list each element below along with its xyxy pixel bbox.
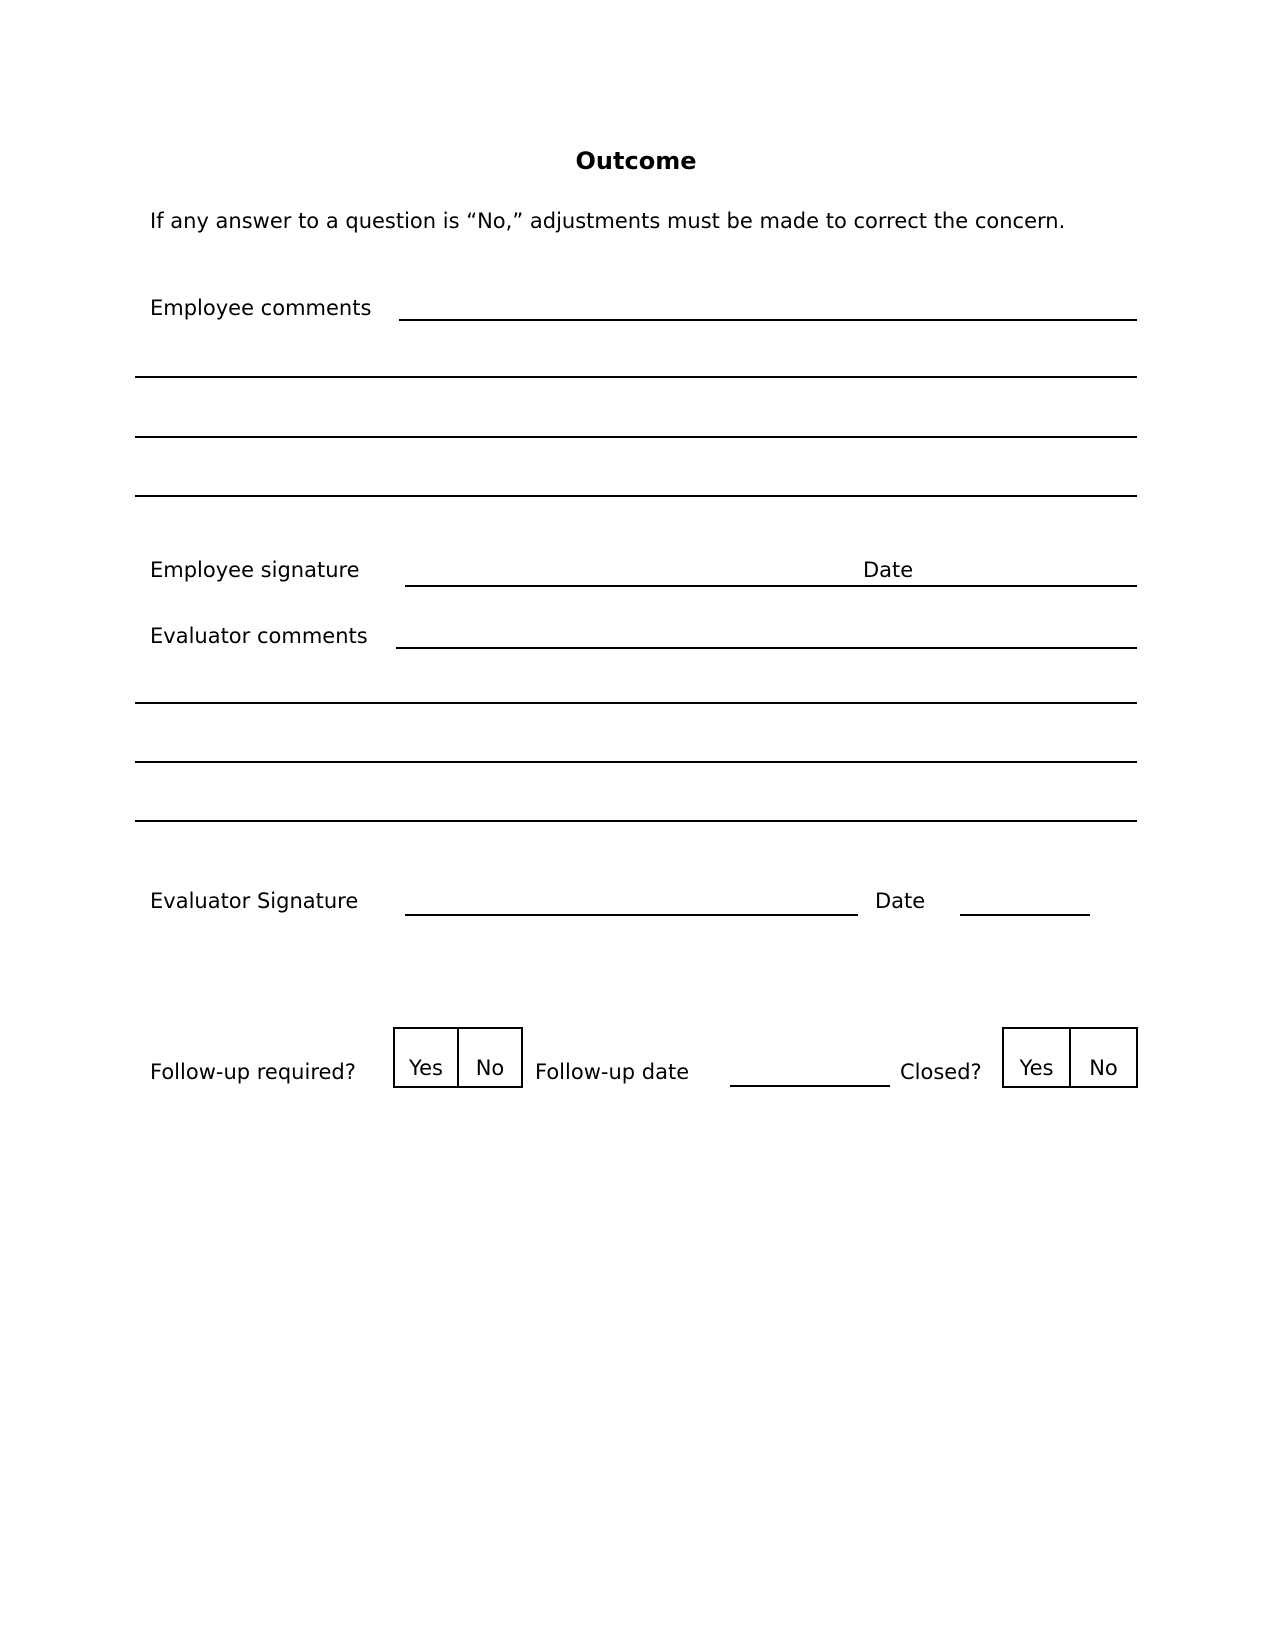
followup-row <box>0 1027 1275 1088</box>
followup-date-label: Follow-up date <box>535 1060 690 1084</box>
closed-yes-label: Yes <box>1019 1056 1054 1080</box>
followup-required-yes-cell[interactable] <box>395 1029 459 1086</box>
followup-required-label: Follow-up required? <box>150 1060 356 1084</box>
employee-signature-row <box>0 557 1275 591</box>
followup-date-line[interactable] <box>730 1085 890 1087</box>
evaluator-comments-line-2[interactable] <box>135 702 1137 704</box>
intro-text: If any answer to a question is “No,” adjustments must be made to correct the concern. <box>150 209 1066 233</box>
evaluator-signature-line[interactable] <box>405 914 858 916</box>
employee-comments-line-3[interactable] <box>135 436 1137 438</box>
followup-required-yes-label: Yes <box>409 1056 443 1080</box>
closed-no-label: No <box>1089 1056 1118 1080</box>
employee-comments-line-2[interactable] <box>135 376 1137 378</box>
followup-required-yesno-box <box>393 1027 523 1088</box>
employee-signature-line[interactable] <box>405 585 1137 587</box>
followup-required-no-cell[interactable] <box>459 1029 521 1086</box>
evaluator-signature-row <box>0 888 1275 922</box>
page-title: Outcome <box>575 147 697 175</box>
evaluator-comments-label: Evaluator comments <box>150 624 368 648</box>
employee-comments-line-4[interactable] <box>135 495 1137 497</box>
evaluator-comments-line-1[interactable] <box>396 642 1137 649</box>
closed-yes-cell[interactable] <box>1004 1029 1071 1086</box>
closed-no-cell[interactable] <box>1071 1029 1136 1086</box>
employee-comments-label: Employee comments <box>150 296 372 320</box>
employee-date-label: Date <box>863 558 914 582</box>
closed-label: Closed? <box>900 1060 982 1084</box>
closed-yesno-box <box>1002 1027 1138 1088</box>
evaluator-comments-line-3[interactable] <box>135 761 1137 763</box>
employee-comments-line-1[interactable] <box>399 314 1137 321</box>
evaluator-signature-label: Evaluator Signature <box>150 889 359 913</box>
employee-comments-row <box>150 295 1137 321</box>
employee-signature-label: Employee signature <box>150 558 360 582</box>
evaluator-comments-line-4[interactable] <box>135 820 1137 822</box>
evaluator-date-label: Date <box>875 889 926 913</box>
evaluator-comments-row <box>150 623 1137 649</box>
followup-required-no-label: No <box>475 1056 505 1080</box>
evaluator-date-line[interactable] <box>960 914 1090 916</box>
